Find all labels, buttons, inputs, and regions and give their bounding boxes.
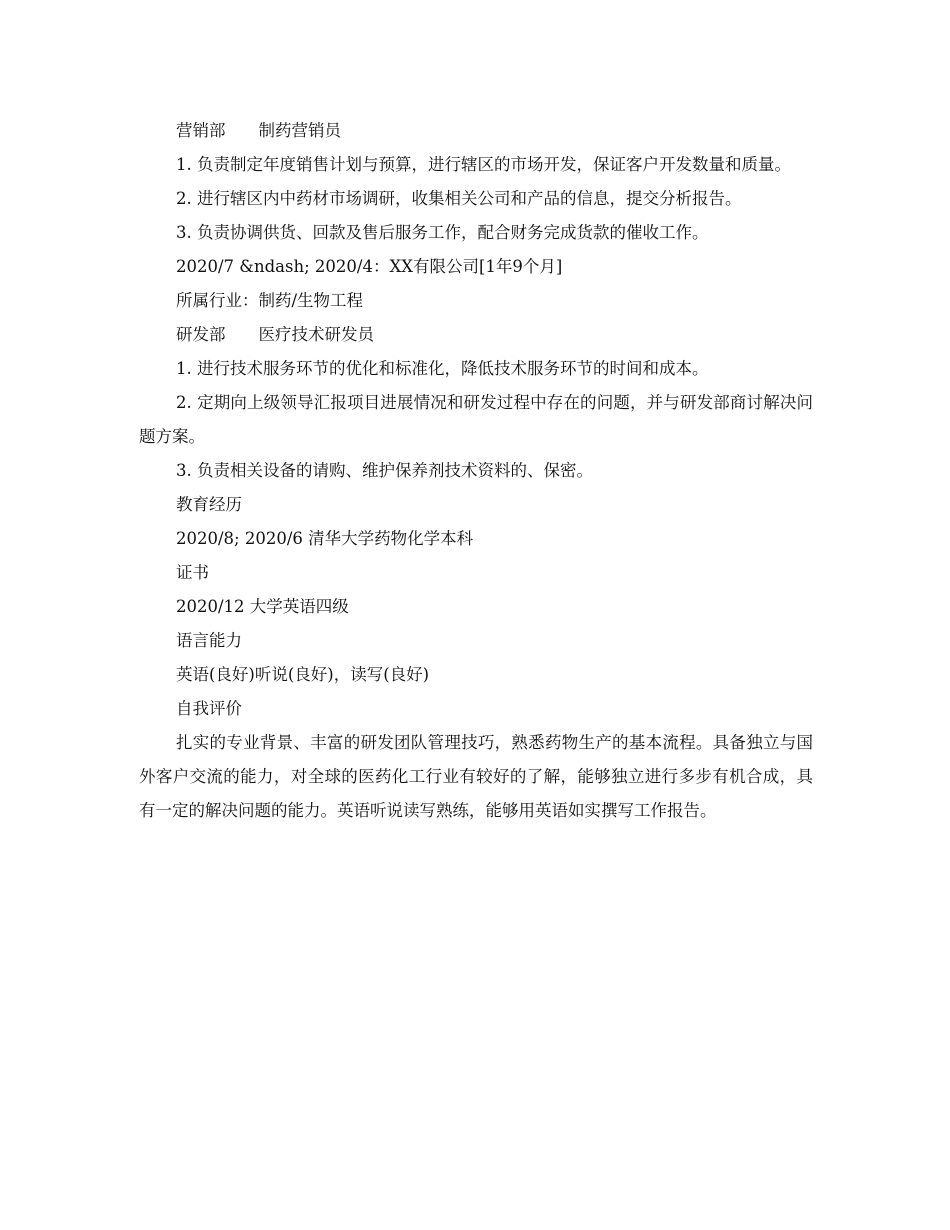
rd-duty-3: 3. 负责相关设备的请购、维护保养剂技术资料的、保密。 bbox=[176, 461, 593, 480]
marketing-duty-3: 3. 负责协调供货、回款及售后服务工作，配合财务完成货款的催收工作。 bbox=[176, 223, 709, 242]
resume-body bbox=[139, 114, 813, 828]
industry-line: 所属行业：制药/生物工程 bbox=[176, 291, 364, 310]
self-evaluation-text: 扎实的专业背景、丰富的研发团队管理技巧，熟悉药物生产的基本流程。具备独立与国外客户交流的能力，对全球的医药化工行业有较好的了解，能够独立进行多步有机合成，具有一定的解决问题的能力。英语听说读写熟练，能够用英语如实撰写工作报告。 bbox=[139, 733, 813, 820]
self-evaluation-heading: 自我评价 bbox=[176, 699, 242, 718]
language-entry: 英语(良好)听说(良好)，读写(良好) bbox=[176, 665, 430, 684]
certificate-heading: 证书 bbox=[176, 563, 209, 582]
marketing-duty-2: 2. 进行辖区内中药材市场调研，收集相关公司和产品的信息，提交分析报告。 bbox=[176, 189, 742, 208]
education-entry: 2020/8; 2020/6 清华大学药物化学本科 bbox=[176, 529, 474, 548]
marketing-duty-1: 1. 负责制定年度销售计划与预算，进行辖区的市场开发，保证客户开发数量和质量。 bbox=[176, 155, 791, 174]
education-heading: 教育经历 bbox=[176, 495, 242, 514]
rd-duty-2: 2. 定期向上级领导汇报项目进展情况和研发过程中存在的问题，并与研发部商讨解决问题方案。 bbox=[139, 393, 813, 446]
employment-period: 2020/7 &ndash; 2020/4：XX有限公司[1年9个月] bbox=[176, 257, 563, 276]
certificate-entry: 2020/12 大学英语四级 bbox=[176, 597, 349, 616]
section-heading-marketing-role: 营销部 制药营销员 bbox=[176, 121, 341, 140]
rd-duty-1: 1. 进行技术服务环节的优化和标准化，降低技术服务环节的时间和成本。 bbox=[176, 359, 709, 378]
section-heading-rd-role: 研发部 医疗技术研发员 bbox=[176, 325, 374, 344]
language-heading: 语言能力 bbox=[176, 631, 242, 650]
